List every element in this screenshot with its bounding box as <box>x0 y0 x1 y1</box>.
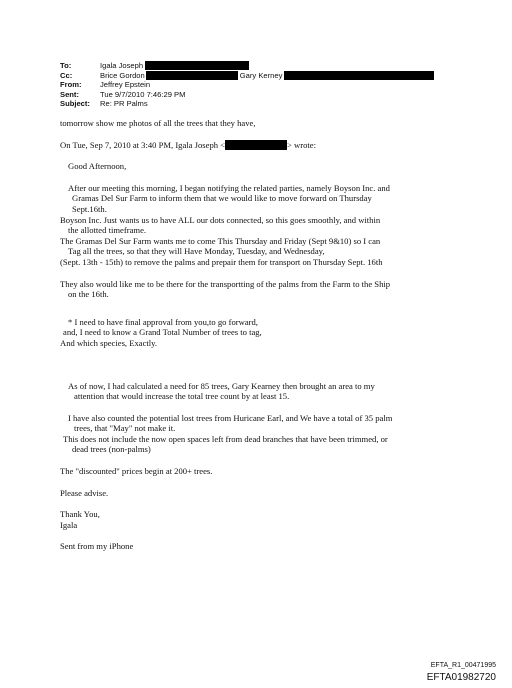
paragraph-line: The Gramas Del Sur Farm wants me to come This Thursday and Friday (Sept 9&10) so I can <box>60 235 381 246</box>
paragraph-line: attention that would increase the total tree count by at least 15. <box>74 391 290 402</box>
redaction-block <box>284 71 434 80</box>
paragraph-line: They also would like me to be there for the transportting of the palms from the Farm to the Ship <box>60 278 391 289</box>
sent-from: Sent from my iPhone <box>60 541 134 552</box>
paragraph-line: The "discounted" prices begin at 200+ trees. <box>60 466 213 477</box>
reply-line: tomorrow show me photos of all the trees that they have, <box>60 118 256 128</box>
footer-ref-2: EFTA01982720 <box>426 672 496 683</box>
paragraph-line: (Sept. 13th - 15th) to remove the palms and prepair them for transport on Thursday Sept. 16th <box>60 256 383 267</box>
paragraph-line: After our meeting this morning, I began notifying the related parties, namely Boyson Inc. and <box>68 182 390 193</box>
paragraph-line: * I need to have final approval from you,to go forward, <box>68 316 258 327</box>
quote-intro <box>60 140 460 151</box>
to-value <box>100 61 249 71</box>
paragraph-line: And which species, Exactly. <box>60 337 158 348</box>
from-value: Jeffrey Epstein <box>100 80 151 90</box>
paragraph-line: dead trees (non-palms) <box>72 444 151 455</box>
paragraph-line: the allotted timeframe. <box>68 225 147 236</box>
footer-ref-1: EFTA_R1_00471995 <box>430 662 496 669</box>
from-label: From: <box>60 80 82 90</box>
paragraph-line: trees, that "May" not make it. <box>74 423 176 434</box>
paragraph-line: As of now, I had calculated a need for 85 trees, Gary Kearney then brought an area to my <box>68 380 375 391</box>
quote-intro-end: > wrote: <box>287 139 316 150</box>
signoff: Thank You, <box>60 509 100 520</box>
subject-value: Re: PR Palms <box>100 99 148 109</box>
greeting: Good Afternoon, <box>68 161 127 172</box>
cc-name-1: Brice Gordon <box>100 70 145 80</box>
paragraph-line: This does not include the now open spaces left from dead branches that have been trimmed, or <box>63 433 388 444</box>
paragraph-line: Gramas Del Sur Farm to inform them that we would like to move forward on Thursday <box>72 193 372 204</box>
cc-name-2: Gary Kerney <box>239 70 283 80</box>
to-label: To: <box>60 61 72 70</box>
paragraph-line: and, I need to know a Grand Total Number of trees to tag, <box>63 327 262 338</box>
paragraph-line: Please advise. <box>60 487 109 498</box>
cc-label: Cc: <box>60 70 73 80</box>
redaction-block <box>225 140 287 150</box>
sent-value: Tue 9/7/2010 7:46:29 PM <box>100 89 186 99</box>
cc-value <box>100 71 434 81</box>
quote-intro-start: On Tue, Sep 7, 2010 at 3:40 PM, Igala Joseph < <box>60 139 226 150</box>
paragraph-line: Boyson Inc. Just wants us to have ALL our dots connected, so this goes smoothly, and within <box>60 214 381 225</box>
subject-label: Subject: <box>60 99 90 109</box>
paragraph-line: on the 16th. <box>68 289 109 300</box>
paragraph-line: Sept.16th. <box>72 203 107 214</box>
to-name: Igala Joseph <box>100 61 144 70</box>
paragraph-line: Tag all the trees, so that they will Have Monday, Tuesday, and Wednesday, <box>68 246 325 257</box>
signature: Igala <box>60 519 78 530</box>
redaction-block <box>145 61 249 70</box>
paragraph-line: I have also counted the potential lost trees from Huricane Earl, and We have a total of 35 palm <box>68 412 393 423</box>
sent-label: Sent: <box>60 89 79 99</box>
email-body <box>60 118 460 552</box>
redaction-block <box>146 71 238 80</box>
